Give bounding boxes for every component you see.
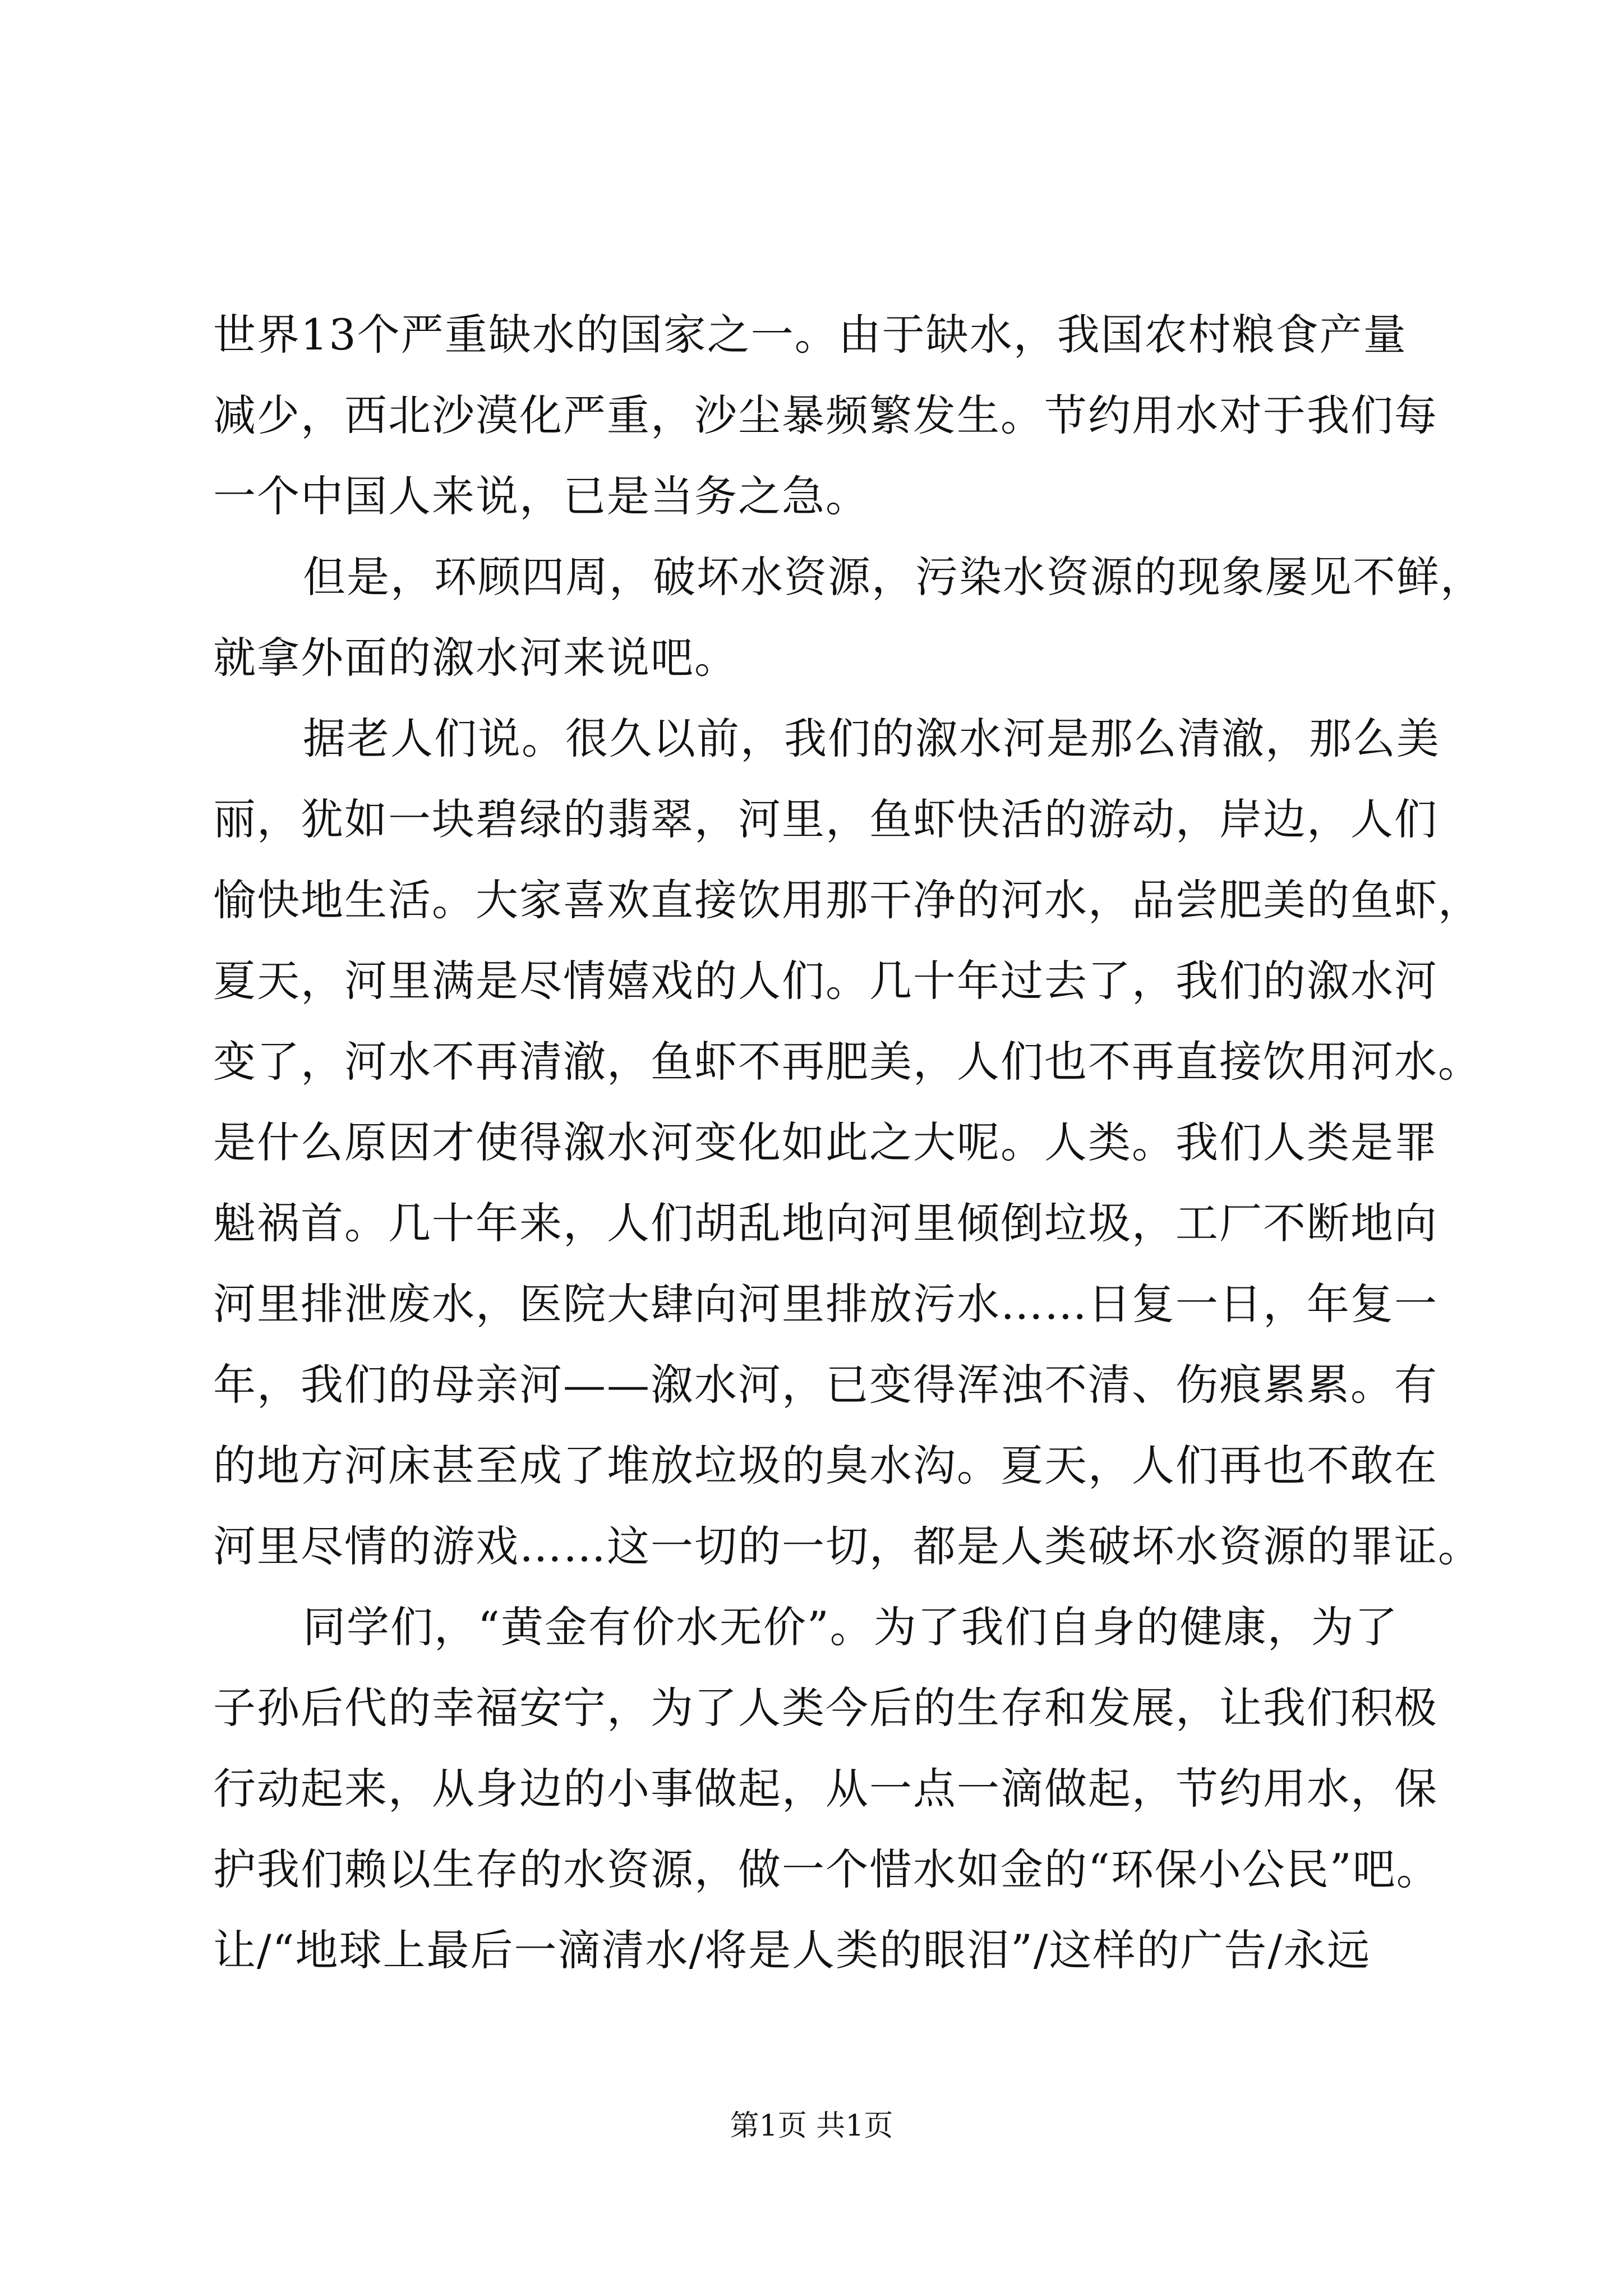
text-line: 子孙后代的幸福安宁，为了人类今后的生存和发展，让我们积极: [213, 1683, 1438, 1733]
text-line: 变了，河水不再清澈，鱼虾不再肥美，人们也不再直接饮用河水。: [213, 1037, 1482, 1087]
text-line: 护我们赖以生存的水资源，做一个惜水如金的“环保小公民”吧。: [213, 1844, 1440, 1894]
text-line: 一个中国人来说，已是当务之急。: [213, 471, 869, 521]
text-line: 年，我们的母亲河——溆水河，已变得浑浊不清、伤痕累累。有: [213, 1360, 1438, 1410]
text-line: 是什么原因才使得溆水河变化如此之大呢。人类。我们人类是罪: [213, 1117, 1438, 1167]
text-line: 行动起来，从身边的小事做起，从一点一滴做起，节约用水，保: [213, 1764, 1438, 1814]
text-line: 减少，西北沙漠化严重，沙尘暴频繁发生。节约用水对于我们每: [213, 390, 1438, 440]
text-line: 愉快地生活。大家喜欢直接饮用那干净的河水，品尝肥美的鱼虾，: [213, 875, 1482, 925]
paragraph-start-line: 同学们，“黄金有价水无价”。为了我们自身的健康，为了: [303, 1602, 1399, 1652]
document-body: [213, 295, 1484, 1991]
text-line: 河里排泄废水，医院大肆向河里排放污水……日复一日，年复一: [213, 1279, 1438, 1329]
text-line: 河里尽情的游戏……这一切的一切，都是人类破坏水资源的罪证。: [213, 1521, 1482, 1571]
paragraph-start-line: 但是，环顾四周，破坏水资源，污染水资源的现象屡见不鲜，: [303, 552, 1484, 602]
page-number-footer: 第1页 共1页: [730, 2109, 893, 2143]
paragraph-start-line: 据老人们说。很久以前，我们的溆水河是那么清澈，那么美: [303, 714, 1440, 763]
text-line: 夏天，河里满是尽情嬉戏的人们。几十年过去了，我们的溆水河: [213, 956, 1438, 1006]
text-line: 就拿外面的溆水河来说吧。: [213, 633, 738, 683]
text-line: 世界13个严重缺水的国家之一。由于缺水，我国农村粮食产量: [213, 310, 1407, 360]
text-line: 让/“地球上最后一滴清水/将是人类的眼泪”/这样的广告/永远: [213, 1925, 1371, 1975]
text-line: 魁祸首。几十年来，人们胡乱地向河里倾倒垃圾，工厂不断地向: [213, 1198, 1438, 1248]
text-line: 的地方河床甚至成了堆放垃圾的臭水沟。夏天，人们再也不敢在: [213, 1441, 1438, 1490]
text-line: 丽，犹如一块碧绿的翡翠，河里，鱼虾快活的游动，岸边，人们: [213, 794, 1438, 844]
